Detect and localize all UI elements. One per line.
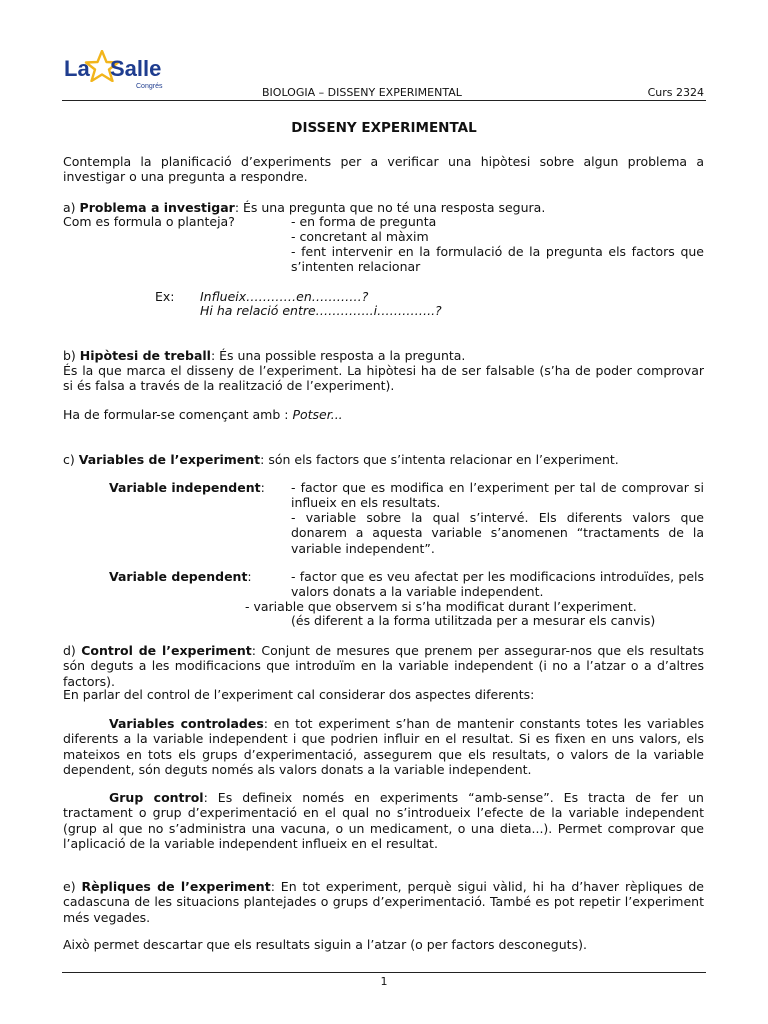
section-b-body: És la que marca el disseny de l’experiment. La hipòtesi ha de ser falsable (s’ha de poder comprovar si és falsa a través de la realització de l’experiment).	[63, 363, 704, 394]
la-salle-logo	[62, 50, 172, 96]
section-a-bullet: - en forma de pregunta	[291, 214, 437, 229]
section-b-heading: Hipòtesi de treball	[79, 348, 211, 363]
section-b-text: : És una possible resposta a la pregunta.	[210, 348, 466, 363]
section-a-heading-line	[63, 200, 704, 215]
section-a-bullet: - fent intervenir en la formulació de la pregunta els factors que s’intenten relacionar	[291, 244, 704, 275]
section-e-text: : En tot experiment, perquè sigui vàlid, hi ha d’haver rèpliques de cadascuna de les situacions plantejades o grups d’experimentació. També es pot repetir l’experiment més vegades.	[63, 879, 704, 925]
section-d-text2: En parlar del control de l’experiment cal considerar dos aspectes diferents:	[63, 687, 535, 702]
variable-independent-def-2: - variable sobre la qual s’intervé. Els diferents valors que donarem a aquesta variable s’anomenen “tractaments de la variable independent”.	[291, 510, 704, 556]
example-line: Influeix…………en…………?	[200, 289, 369, 304]
control-group-paragraph: Grup control: Es defineix només en experiments “amb-sense”. Es tracta de fer un tractament o grup d’experimentació en el qual no s’introdueix l’efecte de la variable independent (grup al que no s’administra una vacuna, o un medicament, o una dieta...). Permet comprovar que l’aplicació de la variable independent influeix en el resultat.	[63, 790, 704, 851]
header-subject: BIOLOGIA – DISSENY EXPERIMENTAL	[262, 86, 462, 99]
section-e-text2: Això permet descartar que els resultats siguin a l’atzar (o per factors desconeguts).	[63, 937, 587, 952]
example-line: Hi ha relació entre…………..i…………..?	[200, 303, 442, 318]
section-c-heading-line	[63, 452, 704, 467]
section-b-letter: b)	[63, 348, 76, 363]
page-title: DISSENY EXPERIMENTAL	[291, 120, 477, 136]
variable-independent-def-1: - factor que es modifica en l’experiment per tal de comprovar si influeix en els resultats.	[291, 480, 704, 511]
section-d-text: : Conjunt de mesures que prenem per assegurar-nos que els resultats són deguts a les modificacions que introduïm en la variable independent (i no a l’atzar o a d’altres factors).	[63, 643, 704, 689]
intro-paragraph: Contempla la planificació d’experiments per a verificar una hipòtesi sobre algun problema a investigar o una pregunta a respondre.	[63, 154, 704, 185]
header-course: Curs 2324	[647, 86, 704, 99]
section-a-text: : És una pregunta que no té una resposta segura.	[234, 200, 546, 215]
section-a-letter: a)	[63, 200, 76, 215]
section-d-heading: Control de l’experiment	[81, 643, 252, 658]
section-e-letter: e)	[63, 879, 76, 894]
example-label: Ex:	[155, 289, 175, 304]
logo-subtitle: Congrés	[136, 83, 163, 90]
controlled-variables-heading: Variables controlades	[109, 716, 264, 731]
section-e-paragraph	[63, 879, 704, 925]
section-b-formular: Ha de formular-se començant amb : Potser...	[63, 407, 343, 422]
section-d-letter: d)	[63, 643, 76, 658]
variable-independent-label: Variable independent:	[109, 480, 265, 495]
variable-dependent-def-3: (és diferent a la forma utilitzada per a mesurar els canvis)	[291, 613, 656, 628]
header-rule	[62, 100, 706, 101]
section-c-letter: c)	[63, 452, 75, 467]
section-a-heading: Problema a investigar	[79, 200, 235, 215]
variable-dependent-def-1: - factor que es veu afectat per les modificacions introduïdes, pels valors donats a la variable independent.	[291, 569, 704, 600]
variable-dependent-label: Variable dependent:	[109, 569, 252, 584]
section-a-question: Com es formula o planteja?	[63, 214, 235, 229]
formular-italic: Potser...	[292, 407, 343, 422]
section-d-paragraph	[63, 643, 704, 689]
section-c-text: : són els factors que s’intenta relacionar en l’experiment.	[260, 452, 619, 467]
section-c-heading: Variables de l’experiment	[78, 452, 261, 467]
section-a-bullet: - concretant al màxim	[291, 229, 429, 244]
logo-text-salle: Salle	[110, 56, 162, 81]
footer-rule	[62, 972, 706, 973]
page-number: 1	[380, 975, 388, 988]
variable-dependent-def-2: - variable que observem si s’ha modificat durant l’experiment.	[245, 599, 637, 614]
logo-text-la: La	[64, 56, 90, 81]
section-b-heading-line	[63, 348, 704, 363]
control-group-heading: Grup control	[109, 790, 204, 805]
section-e-heading: Rèpliques de l’experiment	[81, 879, 271, 894]
controlled-variables-paragraph: Variables controlades: en tot experiment s’han de mantenir constants totes les variables diferents a la variable independent i que podrien influir en el resultat. Si es fixen en uns valors, els mateixos en tots els grups d’experimentació, assegurem que els resultats, o valors de la variable dependent, són deguts només als valors donats a la variable independent.	[63, 716, 704, 777]
